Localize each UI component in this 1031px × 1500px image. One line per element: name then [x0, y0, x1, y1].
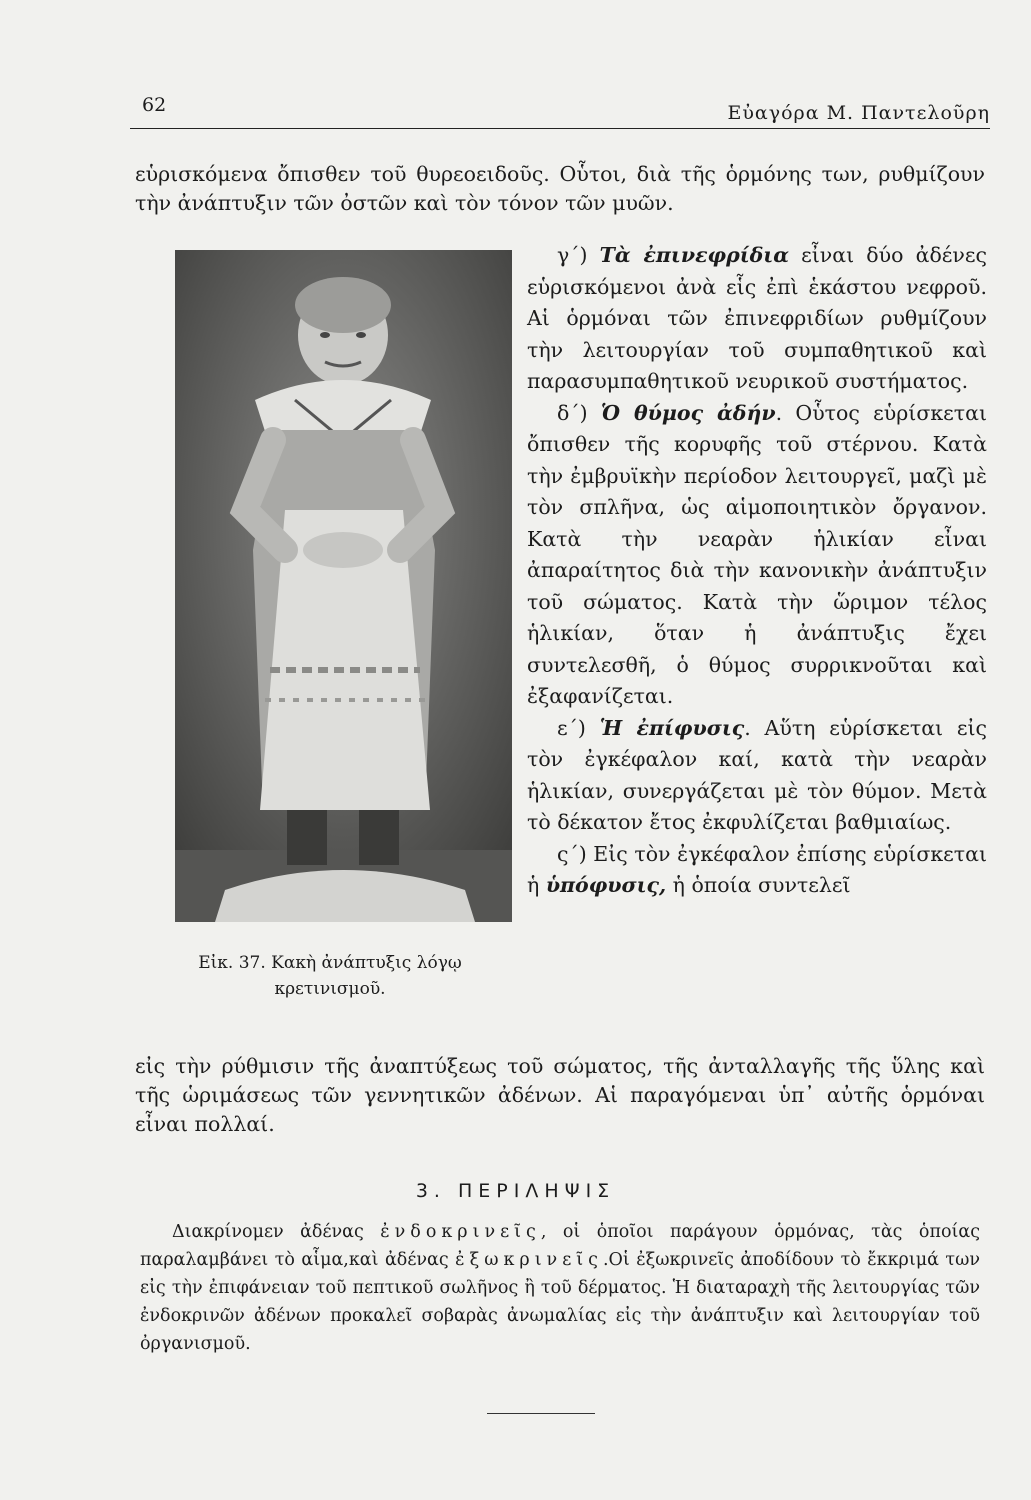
thymus-text: . Οὗτος εὑρίσκεται ὄπισθεν τῆς κορυφῆς τοῦ στέρνου. Κατὰ τὴν ἐμβρυϊκὴν περίοδον λειτουργεῖ, μαζὶ μὲ τὸν σπλῆνα, ὡς αἱμοποιητικὸν ὄργανον. Κατὰ τὴν νεαρὰν ἡλικίαν εἶναι ἀπαραίτητος διὰ τὴν κανονικὴν ἀνάπτυξιν τοῦ σώματος. Κατὰ τὴν ὥριμον τέλος ἡλικίαν, ὅταν ἡ ἀνάπτυξις ἔχει συντελεσθῆ, ὁ θύμος συρρικνοῦται καὶ ἐξαφανίζεται.: [527, 400, 987, 708]
summary-paragraph: [140, 1218, 980, 1358]
page-header: [130, 90, 990, 130]
paragraph-pituitary: [527, 839, 987, 902]
pituitary-text: ἡ ὁποία συντελεῖ: [666, 873, 851, 897]
summary-text-3: .Οἱ ἐξωκρινεῖς ἀποδίδουν τὸ ἔκκριμά των εἰς τὴν ἐπιφάνειαν τοῦ πεπτικοῦ σωλῆνος ἢ τοῦ δέρματος. Ἡ διαταραχὴ τῆς λειτουργίας τῶν ἐνδοκρινῶν ἀδένων προκαλεῖ σοβαρὰς ἀνωμαλίας εἰς τὴν ἀνάπτυξιν καὶ λειτουργίαν τοῦ ὀργανισμοῦ.: [140, 1250, 980, 1354]
summary-text-2: , οἱ ὁποῖοι παράγουν ὁρμόνας, τὰς ὁποίας παραλαμβάνει τὸ αἷμα,καὶ ἀδένας: [140, 1222, 980, 1270]
heading-adrenals: Τὰ ἐπινεφρίδια: [599, 243, 789, 267]
caption-line-2: κρετινισμοῦ.: [274, 979, 386, 999]
heading-pituitary: ὑπόφυσις,: [545, 873, 667, 897]
header-rule: [130, 128, 990, 129]
item-marker: δ΄): [557, 400, 601, 425]
heading-thymus: Ὁ θύμος ἀδήν: [600, 400, 776, 425]
paragraph-adrenals: [527, 240, 987, 398]
heading-pineal: Ἡ ἐπίφυσις: [599, 715, 745, 740]
bottom-rule: [487, 1413, 595, 1414]
pituitary-intro: ς΄) Εἰς τὸν ἐγκέφαλον ἐπίσης εὑρίσκεται ἡ: [527, 841, 987, 897]
caption-line-1: Εἰκ. 37. Κακὴ ἀνάπτυξις λόγῳ: [198, 953, 462, 973]
paragraph-thymus: [527, 398, 987, 713]
right-column-text: [527, 240, 987, 902]
item-marker: γ΄): [557, 243, 600, 267]
pineal-text: . Αὕτη εὑρίσκεται εἰς τὸν ἐγκέφαλον καί, κατὰ τὴν νεαρὰν ἡλικίαν, συνεργάζεται μὲ τὸν θύμον. Μετὰ τὸ δέκατον ἔτος ἐκφυλίζεται βαθμιαίως.: [527, 715, 988, 834]
paragraph-pituitary-continued: εἰς τὴν ρύθμισιν τῆς ἀναπτύξεως τοῦ σώματος, τῆς ἀνταλλαγῆς τῆς ὕλης καὶ τῆς ὡριμάσεως τῶν γεννητικῶν ἀδένων. Αἱ παραγόμεναι ὑπ᾽ αὐτῆς ὁρμόναι εἶναι πολλαί.: [135, 1054, 985, 1136]
section-title-summary: 3. ΠΕΡΙΛΗΨΙΣ: [415, 1180, 616, 1202]
child-photo-illustration: [175, 250, 512, 922]
running-head: Εὐαγόρα Μ. Παντελοῦρη: [727, 102, 990, 124]
paragraph-thyroid-end: εὑρισκόμενα ὄπισθεν τοῦ θυρεοειδοῦς. Οὗτοι, διὰ τῆς ὁρμόνης των, ρυθμίζουν τὴν ἀνάπτυξιν τῶν ὀστῶν καὶ τὸν τόνον τῶν μυῶν.: [135, 162, 985, 215]
figure-caption: [140, 950, 520, 1002]
paragraph-pineal: [527, 713, 987, 839]
term-exocrine: ἐξωκρινεῖς: [455, 1250, 603, 1270]
page-number: 62: [142, 94, 167, 116]
summary-text-1: Διακρίνομεν ἀδένας: [172, 1222, 381, 1242]
term-endocrine: ἐνδοκρινεῖς: [380, 1222, 541, 1242]
adrenals-text: εἶναι δύο ἀδένες εὑρισκόμενοι ἀνὰ εἷς ἐπὶ ἑκάστου νεφροῦ. Αἱ ὁρμόναι τῶν ἐπινεφριδίων ρυθμίζουν τὴν λειτουργίαν τοῦ συμπαθητικοῦ καὶ παρασυμπαθητικοῦ νευρικοῦ συστήματος.: [527, 243, 987, 393]
figure-photo: [175, 250, 512, 922]
item-marker: ε΄): [557, 715, 600, 740]
